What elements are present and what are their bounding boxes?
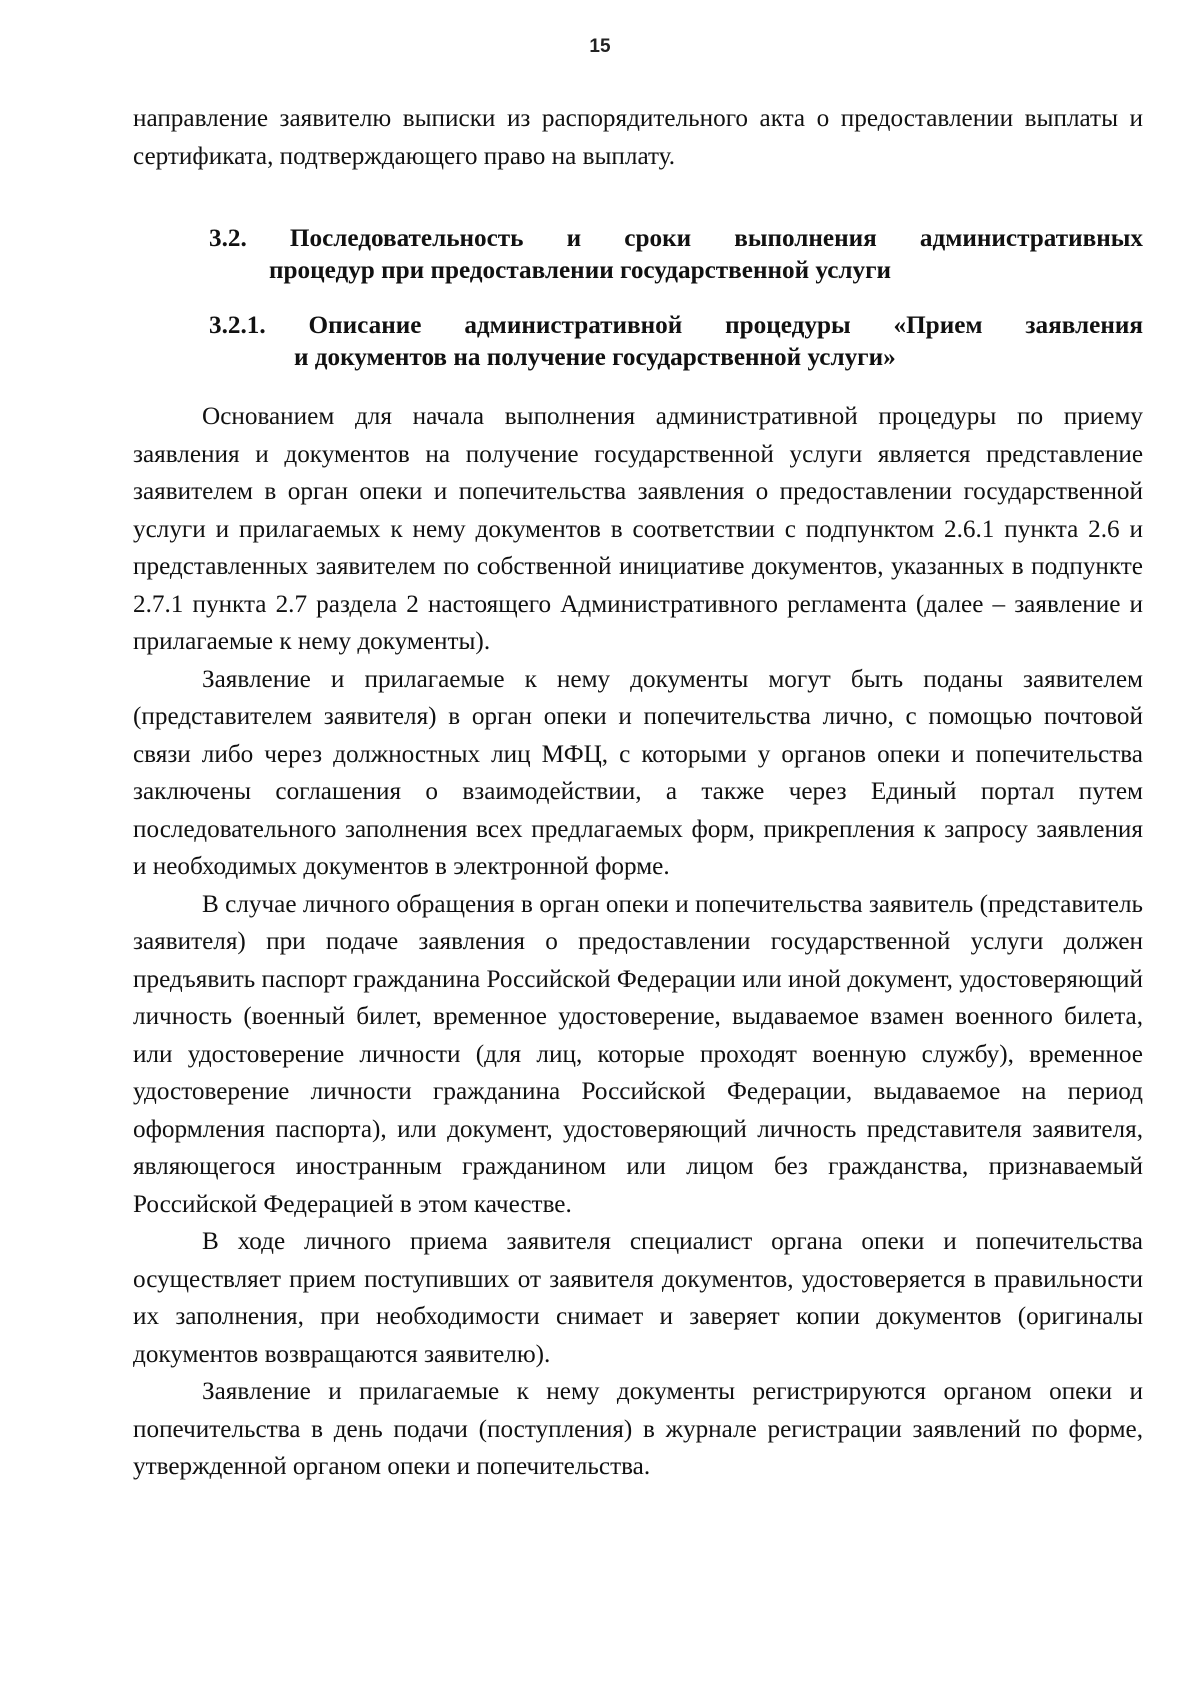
body-paragraph: Заявление и прилагаемые к нему документы могут быть поданы заявителем (представителем заявителя) в орган опеки и попечительства лично, с помощью почтовой связи либо через должностных лиц МФЦ, с которыми у органов опеки и попечительства заключены соглашения о взаимодействии, а также через Единый портал путем последовательного заполнения всех предлагаемых форм, прикрепления к запросу заявления и необходимых документов в электронной форме. bbox=[133, 665, 1143, 880]
subsection-number: 3.2.1. bbox=[209, 312, 266, 339]
section-heading-3-2-1 bbox=[133, 310, 1143, 374]
body-paragraph: В случае личного обращения в орган опеки и попечительства заявитель (представитель заявителя) при подаче заявления о предоставлении государственной услуги должен предъявить паспорт гражданина Российской Федерации или иной документ, удостоверяющий личность (военный билет, временное удостоверение, выдаваемое взамен военного билета, или удостоверение личности (для лиц, которые проходят военную службу), временное удостоверение личности гражданина Российской Федерации, выдаваемое на период оформления паспорта), или документ, удостоверяющий личность представителя заявителя, являющегося иностранным гражданином или лицом без гражданства, признаваемый Российской Федерацией в этом качестве. bbox=[133, 890, 1143, 1218]
section-title-line1: Последовательность и сроки выполнения административных bbox=[289, 225, 1143, 252]
subsection-title-line1: Описание административной процедуры «Прием заявления bbox=[308, 312, 1143, 339]
continuation-paragraph: направление заявителю выписки из распорядительного акта о предоставлении выплаты и сертификата, подтверждающего право на выплату. bbox=[133, 105, 1143, 170]
subsection-title-line2: и документов на получение государственной услуги» bbox=[294, 344, 896, 371]
body-paragraph: Основанием для начала выполнения административной процедуры по приему заявления и документов на получение государственной услуги является представление заявителем в орган опеки и попечительства заявления о предоставлении государственной услуги и прилагаемых к нему документов в соответствии с подпунктом 2.6.1 пункта 2.6 и представленных заявителем по собственной инициативе документов, указанных в подпункте 2.7.1 пункта 2.7 раздела 2 настоящего Административного регламента (далее – заявление и прилагаемые к нему документы). bbox=[133, 403, 1143, 655]
body-paragraph: В ходе личного приема заявителя специалист органа опеки и попечительства осуществляет прием поступивших от заявителя документов, удостоверяется в правильности их заполнения, при необходимости снимает и заверяет копии документов (оригиналы документов возвращаются заявителю). bbox=[133, 1228, 1143, 1368]
section-title-line2: процедур при предоставлении государственной услуги bbox=[269, 257, 892, 284]
page-content bbox=[133, 100, 1143, 1486]
section-heading-3-2 bbox=[133, 223, 1143, 287]
section-heading-3-2-1-line1 bbox=[133, 310, 1143, 342]
section-heading-3-2-line1 bbox=[133, 223, 1143, 255]
page-number: 15 bbox=[589, 36, 611, 57]
section-number: 3.2. bbox=[209, 225, 247, 252]
body-paragraph: Заявление и прилагаемые к нему документы регистрируются органом опеки и попечительства в день подачи (поступления) в журнале регистрации заявлений по форме, утвержденной органом опеки и попечительства. bbox=[133, 1378, 1143, 1480]
